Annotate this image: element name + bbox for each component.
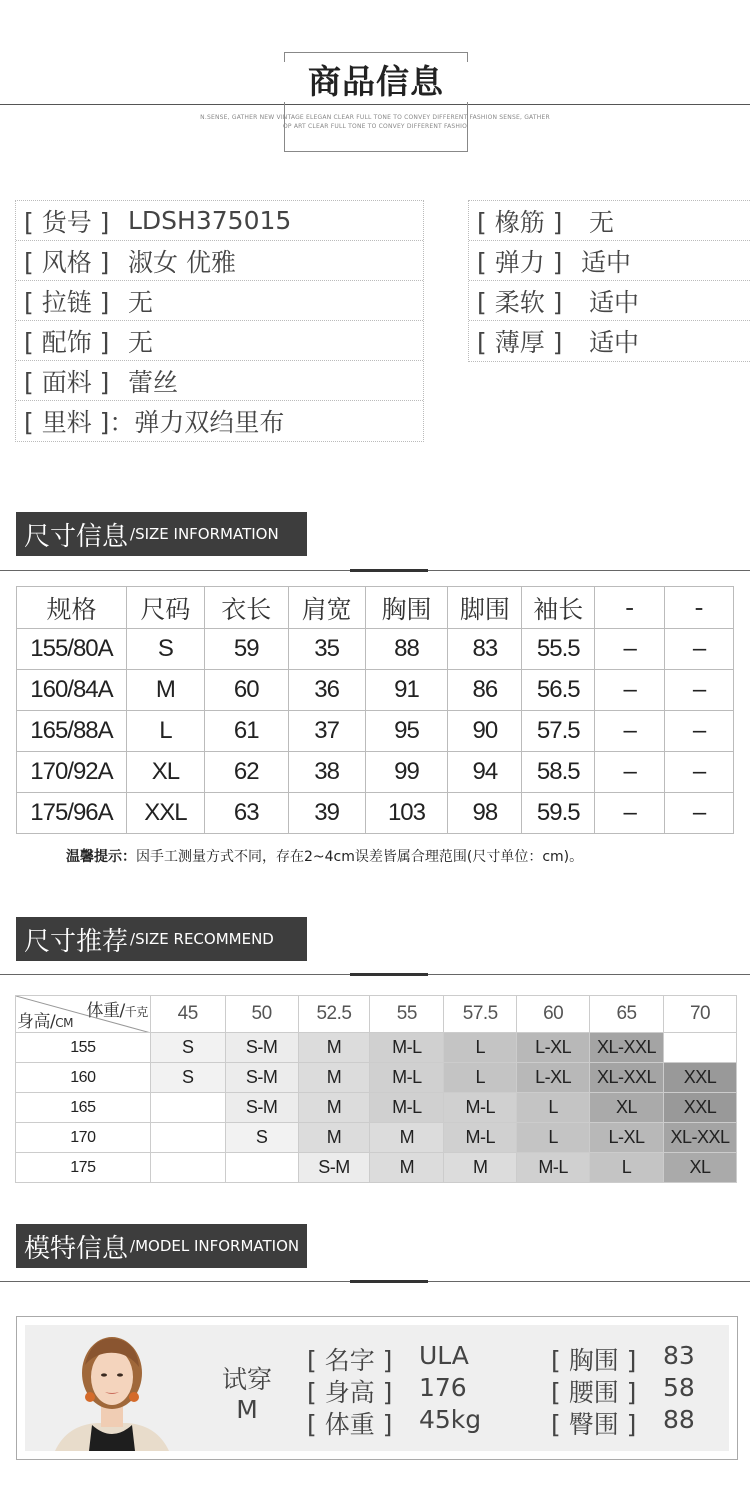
table-cell: 90: [448, 711, 522, 752]
tip-text: 因手工测量方式不同，存在2~4cm误差皆属合理范围(尺寸单位：cm)。: [136, 849, 584, 865]
table-row: [17, 752, 734, 793]
table-row: [17, 629, 734, 670]
table-cell: 60: [204, 670, 288, 711]
table-cell: 37: [288, 711, 365, 752]
model-value: 45kg: [419, 1405, 482, 1434]
model-value: ULA: [419, 1341, 469, 1370]
size-recommend-table: [15, 995, 737, 1183]
table-cell: 160/84A: [17, 670, 127, 711]
section-rule-mark: [350, 1280, 428, 1283]
model-name-row: [307, 1341, 469, 1377]
section-rule-mark: [350, 569, 428, 572]
model-weight-row: [307, 1405, 482, 1441]
size-cell: XL-XXL: [590, 1033, 664, 1063]
table-cell: 35: [288, 629, 365, 670]
col-header: 规格: [17, 587, 127, 629]
size-cell: M-L: [444, 1093, 517, 1123]
table-cell: 175/96A: [17, 793, 127, 834]
size-cell: M: [370, 1153, 444, 1183]
size-cell: L: [444, 1033, 517, 1063]
size-cell: M: [444, 1153, 517, 1183]
table-cell: –: [665, 752, 734, 793]
weight-header: 50: [225, 996, 298, 1033]
table-cell: –: [595, 629, 665, 670]
height-label: 身高/: [17, 1012, 56, 1032]
weight-label: 体重/: [86, 1001, 125, 1021]
recommend-row: [16, 1063, 737, 1093]
model-value: 58: [663, 1373, 695, 1402]
table-cell: –: [665, 670, 734, 711]
info-value: LDSH375015: [128, 206, 292, 235]
page-title: 商品信息: [284, 62, 468, 102]
weight-header: 52.5: [298, 996, 370, 1033]
header-subtitle-line-2: OP ART CLEAR FULL TONE TO CONVEY DIFFERENT FASHIO: [282, 123, 468, 130]
table-cell: 58.5: [522, 752, 595, 793]
size-table: [16, 586, 734, 834]
model-value: 88: [663, 1405, 695, 1434]
tip-label: 温馨提示：: [66, 849, 136, 865]
info-row: [16, 241, 423, 281]
info-row: [16, 321, 423, 361]
col-header: 胸围: [365, 587, 448, 629]
height-cell: 160: [16, 1063, 151, 1093]
section-title-cn: 尺寸推荐: [24, 926, 129, 957]
info-row: [469, 241, 750, 281]
table-cell: 59.5: [522, 793, 595, 834]
size-cell: M-L: [370, 1093, 444, 1123]
info-row: [16, 361, 423, 401]
size-cell: L: [444, 1063, 517, 1093]
model-bust-row: [551, 1341, 695, 1377]
info-row: [16, 281, 423, 321]
section-title-en: /SIZE INFORMATION: [130, 525, 279, 543]
info-row: [469, 321, 750, 361]
section-title-cn: 尺寸信息: [24, 521, 129, 552]
info-label: [ 柔软 ]: [477, 287, 563, 317]
size-table-header: [17, 587, 734, 629]
size-info-section-header: [16, 512, 307, 556]
size-cell: S-M: [225, 1093, 298, 1123]
size-cell: L: [517, 1123, 590, 1153]
size-cell: XXL: [664, 1093, 737, 1123]
size-cell: M-L: [517, 1153, 590, 1183]
table-cell: 61: [204, 711, 288, 752]
table-cell: –: [665, 629, 734, 670]
table-cell: 165/88A: [17, 711, 127, 752]
section-title-cn: 模特信息: [24, 1233, 129, 1264]
model-label: [ 名字 ]: [307, 1346, 393, 1375]
size-cell: [150, 1153, 225, 1183]
measurement-tip: [66, 846, 583, 866]
info-row: [16, 401, 423, 441]
table-cell: 170/92A: [17, 752, 127, 793]
size-cell: M: [298, 1093, 370, 1123]
info-label: [ 薄厚 ]: [477, 328, 563, 357]
size-cell: S-M: [225, 1033, 298, 1063]
model-photo: [37, 1325, 187, 1451]
info-label: [ 弹力 ]: [477, 247, 563, 277]
table-cell: 59: [204, 629, 288, 670]
height-axis-label: [17, 1007, 73, 1032]
table-cell: 62: [204, 752, 288, 793]
model-label: [ 腰围 ]: [551, 1378, 637, 1407]
col-header: 尺码: [126, 587, 204, 629]
header-subtitle-line-1: N.SENSE, GATHER NEW VINTAGE ELEGAN CLEAR FULL TONE TO CONVEY DIFFERENT FASHION SENSE, GATHER: [200, 114, 550, 121]
size-cell: M: [298, 1033, 370, 1063]
product-info-right-table: [468, 200, 750, 362]
size-cell: XL: [590, 1093, 664, 1123]
info-row: [16, 201, 423, 241]
size-cell: M-L: [444, 1123, 517, 1153]
recommend-row: [16, 1093, 737, 1123]
table-cell: 91: [365, 670, 448, 711]
size-cell: S: [150, 1063, 225, 1093]
height-cell: 170: [16, 1123, 151, 1153]
info-value: 无: [128, 327, 154, 357]
info-value: 蕾丝: [128, 367, 179, 397]
weight-header: 55: [370, 996, 444, 1033]
size-cell: [225, 1153, 298, 1183]
height-cell: 165: [16, 1093, 151, 1123]
table-cell: –: [665, 711, 734, 752]
size-cell: S-M: [225, 1063, 298, 1093]
size-cell: L-XL: [517, 1033, 590, 1063]
info-label: [ 面料 ]: [24, 367, 110, 397]
info-label: [ 里料 ]: [24, 408, 110, 437]
info-value: 适中: [589, 287, 640, 317]
weight-height-corner: [16, 996, 151, 1033]
info-label: [ 货号 ]: [24, 207, 110, 237]
height-cell: 155: [16, 1033, 151, 1063]
table-cell: 36: [288, 670, 365, 711]
table-cell: 63: [204, 793, 288, 834]
col-header: 衣长: [204, 587, 288, 629]
table-row: [17, 793, 734, 834]
trial-size: [217, 1365, 277, 1425]
size-cell: XXL: [664, 1063, 737, 1093]
size-cell: M: [298, 1063, 370, 1093]
table-cell: L: [126, 711, 204, 752]
model-value: 83: [663, 1341, 695, 1370]
model-label: [ 身高 ]: [307, 1378, 393, 1407]
size-cell: M-L: [370, 1063, 444, 1093]
table-cell: 57.5: [522, 711, 595, 752]
recommend-row: [16, 1033, 737, 1063]
height-cell: 175: [16, 1153, 151, 1183]
info-row: [469, 201, 750, 241]
table-cell: –: [595, 793, 665, 834]
size-cell: M: [298, 1123, 370, 1153]
table-cell: 86: [448, 670, 522, 711]
recommend-row: [16, 1153, 737, 1183]
trial-size-value: M: [236, 1395, 258, 1424]
size-cell: M-L: [370, 1033, 444, 1063]
info-value: 适中: [589, 328, 640, 357]
size-cell: XL-XXL: [590, 1063, 664, 1093]
weight-unit: 千克: [124, 1005, 148, 1019]
col-header: 脚围: [448, 587, 522, 629]
table-cell: 95: [365, 711, 448, 752]
size-cell: S: [225, 1123, 298, 1153]
model-info-section-header: [16, 1224, 307, 1268]
size-cell: M: [370, 1123, 444, 1153]
table-cell: –: [665, 793, 734, 834]
info-label: [ 配饰 ]: [24, 327, 110, 357]
model-label: [ 胸围 ]: [551, 1346, 637, 1375]
size-cell: XL-XXL: [664, 1123, 737, 1153]
size-cell: L: [517, 1093, 590, 1123]
trial-label: 试穿: [221, 1365, 272, 1394]
table-cell: 55.5: [522, 629, 595, 670]
size-cell: XL: [664, 1153, 737, 1183]
recommend-row: [16, 1123, 737, 1153]
table-cell: 98: [448, 793, 522, 834]
product-info-left-table: [15, 200, 424, 442]
table-cell: XXL: [126, 793, 204, 834]
info-value: ：弹力双绉里布: [109, 408, 285, 437]
table-cell: –: [595, 711, 665, 752]
table-cell: XL: [126, 752, 204, 793]
size-recommend-section-header: [16, 917, 307, 961]
size-cell: L-XL: [517, 1063, 590, 1093]
table-cell: 155/80A: [17, 629, 127, 670]
table-cell: 94: [448, 752, 522, 793]
weight-header: 57.5: [444, 996, 517, 1033]
table-cell: 38: [288, 752, 365, 793]
weight-axis-label: [87, 996, 148, 1021]
model-card-inner: [25, 1325, 729, 1451]
size-cell: L-XL: [590, 1123, 664, 1153]
section-rule-mark: [350, 973, 428, 976]
table-cell: 39: [288, 793, 365, 834]
weight-header: 70: [664, 996, 737, 1033]
weight-header: 45: [150, 996, 225, 1033]
info-value: 适中: [581, 247, 632, 277]
weight-header: 60: [517, 996, 590, 1033]
table-cell: M: [126, 670, 204, 711]
model-height-row: [307, 1373, 467, 1409]
section-title-en: /MODEL INFORMATION: [130, 1237, 300, 1255]
table-cell: 103: [365, 793, 448, 834]
size-cell: [664, 1033, 737, 1063]
col-header: 肩宽: [288, 587, 365, 629]
table-cell: S: [126, 629, 204, 670]
model-card: [16, 1316, 738, 1460]
info-label: [ 风格 ]: [24, 247, 110, 277]
table-cell: 83: [448, 629, 522, 670]
table-row: [17, 670, 734, 711]
recommend-header-row: [16, 996, 737, 1033]
model-hip-row: [551, 1405, 695, 1441]
info-label: [ 拉链 ]: [24, 287, 110, 317]
col-header: -: [665, 587, 734, 629]
table-cell: 56.5: [522, 670, 595, 711]
section-title-en: /SIZE RECOMMEND: [130, 930, 274, 948]
size-cell: S: [150, 1033, 225, 1063]
size-cell: [150, 1123, 225, 1153]
weight-header: 65: [590, 996, 664, 1033]
model-label: [ 臀围 ]: [551, 1410, 637, 1439]
size-cell: [150, 1093, 225, 1123]
size-cell: L: [590, 1153, 664, 1183]
table-cell: 99: [365, 752, 448, 793]
height-unit: CM: [55, 1016, 73, 1030]
info-value: 无: [128, 287, 154, 317]
table-row: [17, 711, 734, 752]
model-label: [ 体重 ]: [307, 1410, 393, 1439]
info-row: [469, 281, 750, 321]
table-cell: 88: [365, 629, 448, 670]
size-cell: S-M: [298, 1153, 370, 1183]
info-value: 无: [589, 207, 615, 237]
table-cell: –: [595, 752, 665, 793]
table-cell: –: [595, 670, 665, 711]
col-header: -: [595, 587, 665, 629]
model-value: 176: [419, 1373, 467, 1402]
info-value: 淑女 优雅: [128, 247, 236, 277]
info-label: [ 橡筋 ]: [477, 207, 563, 237]
col-header: 袖长: [522, 587, 595, 629]
model-waist-row: [551, 1373, 695, 1409]
